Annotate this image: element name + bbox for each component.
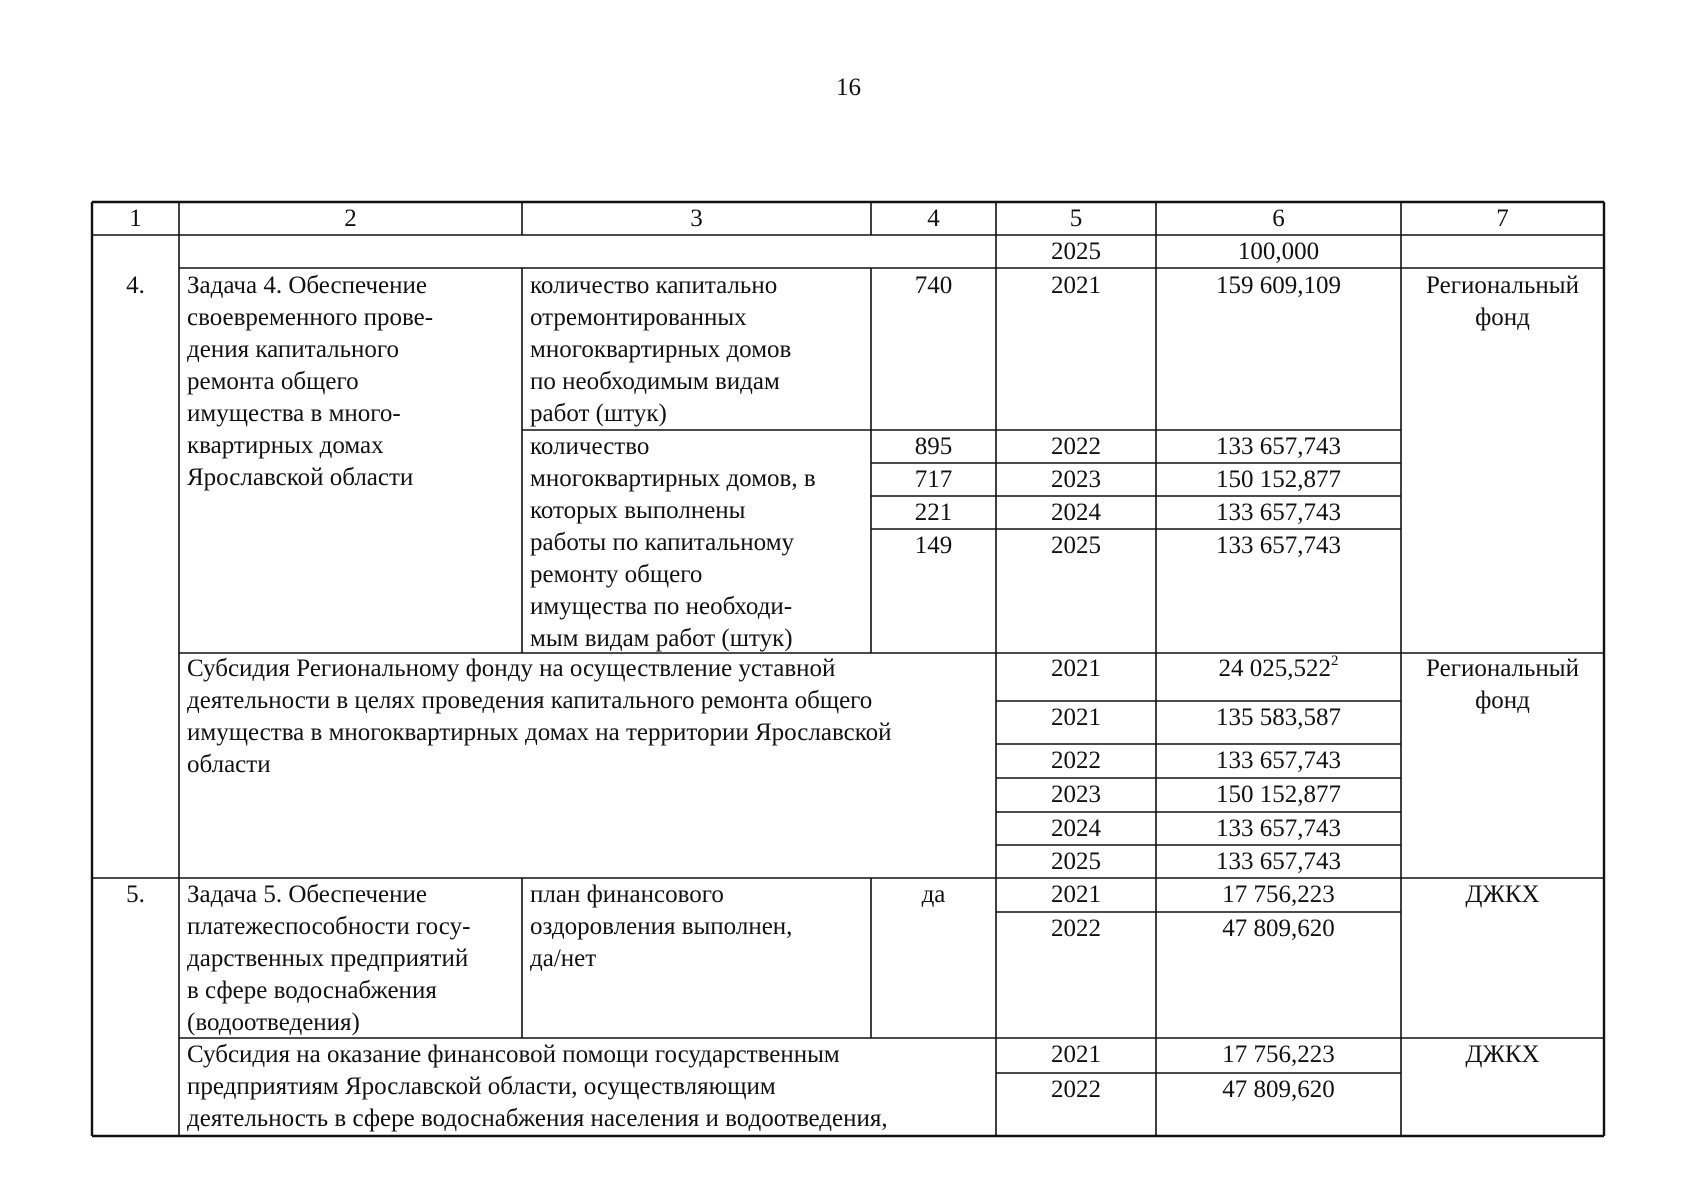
subsidy4-amount-2021-b: 135 583,587 [1216, 704, 1341, 731]
task4-indicator-2-year-2022: 2022 [1051, 433, 1101, 460]
subsidy5-amount-2021: 17 756,223 [1222, 1041, 1335, 1068]
subsidy4-year-2023: 2023 [1051, 781, 1101, 808]
task4-indicator-2-amount-2023: 150 152,877 [1216, 466, 1341, 493]
subsidy5-description: Субсидия на оказание финансовой помощи государственным предприятиям Ярославской области, осуществляющим деятельность в сфере водоснабжения населения и водоотведения, [187, 1041, 888, 1132]
task5-amount-2022: 47 809,620 [1222, 915, 1335, 942]
header-col-4: 4 [927, 205, 940, 232]
subsidy4-description: Субсидия Региональному фонду на осуществление уставной деятельности в целях проведения капитального ремонта общего имущества в многоквартирных домах на территории Ярославской области [187, 655, 892, 778]
subsidy4-amount-2022: 133 657,743 [1216, 747, 1341, 774]
task4-indicator-2-year-2023: 2023 [1051, 466, 1101, 493]
prev-amount: 100,000 [1237, 238, 1320, 265]
task4-indicator-2-value-2023: 717 [914, 466, 953, 493]
prev-year: 2025 [1051, 238, 1101, 265]
subsidy4-amount-2023: 150 152,877 [1216, 781, 1341, 808]
subsidy4-amount-2024: 133 657,743 [1216, 815, 1341, 842]
task5-indicator: план финансового оздоровления выполнен, да/нет [530, 881, 793, 972]
subsidy4-year-2022: 2022 [1051, 747, 1101, 774]
task5-title: Задача 5. Обеспечение платежеспособности госу- дарственных предприятий в сфере водоснабжения (водоотведения) [187, 881, 471, 1036]
footnote-mark: 2 [1331, 653, 1339, 669]
subsidy4-year-2021-a: 2021 [1051, 655, 1101, 682]
subsidy4-year-2025: 2025 [1051, 848, 1101, 875]
task4-indicator-2-amount-2022: 133 657,743 [1216, 433, 1341, 460]
subsidy5-year-2021: 2021 [1051, 1041, 1101, 1068]
subsidy4-year-2024: 2024 [1051, 815, 1101, 842]
task4-title: Задача 4. Обеспечение своевременного прове- дения капитального ремонта общего имущества в много- квартирных домах Ярославской области [187, 272, 434, 491]
header-col-2: 2 [344, 205, 357, 232]
task5-year-2021: 2021 [1051, 881, 1101, 908]
header-col-6: 6 [1272, 205, 1285, 232]
subsidy5-executor: ДЖКХ [1465, 1041, 1540, 1068]
page-number: 16 [836, 74, 861, 101]
task4-indicator-2-value-2025: 149 [914, 532, 953, 559]
subsidy5-amount-2022: 47 809,620 [1222, 1076, 1335, 1103]
task4-executor: Региональный фонд [1426, 272, 1579, 331]
task5-year-2022: 2022 [1051, 915, 1101, 942]
task5-executor: ДЖКХ [1465, 881, 1540, 908]
task4-indicator-1-value: 740 [914, 272, 953, 299]
task5-indicator-value: да [921, 881, 946, 908]
task4-indicator-2-value-2024: 221 [914, 499, 953, 526]
task5-amount-2021: 17 756,223 [1222, 881, 1335, 908]
subsidy4-year-2021-b: 2021 [1051, 704, 1101, 731]
task4-indicator-1: количество капитально отремонтированных многоквартирных домов по необходимым видам работ (штук) [530, 272, 792, 427]
header-col-1: 1 [129, 205, 142, 232]
subsidy5-year-2022: 2022 [1051, 1076, 1101, 1103]
task4-indicator-2-value-2022: 895 [914, 433, 953, 460]
task4-indicator-2-year-2025: 2025 [1051, 532, 1101, 559]
header-col-3: 3 [690, 205, 703, 232]
subsidy4-amount-value: 24 025,522 [1218, 655, 1331, 682]
task4-indicator-2: количество многоквартирных домов, в которых выполнены работы по капитальному ремонту общего имущества по необходи- мым видам работ (штук) [530, 433, 816, 652]
task4-indicator-2-year-2024: 2024 [1051, 499, 1101, 526]
subsidy4-executor: Региональный фонд [1426, 655, 1579, 714]
header-col-5: 5 [1069, 205, 1083, 232]
task5-number: 5. [126, 881, 145, 908]
task4-indicator-2-amount-2025: 133 657,743 [1216, 532, 1341, 559]
task4-indicator-2-amount-2024: 133 657,743 [1216, 499, 1341, 526]
subsidy4-amount-2021-a [1156, 653, 1401, 685]
task4-indicator-1-amount: 159 609,109 [1216, 272, 1341, 299]
task4-indicator-1-year: 2021 [1051, 272, 1101, 299]
header-col-7: 7 [1496, 205, 1509, 232]
task4-number: 4. [126, 272, 145, 299]
subsidy4-amount-2025: 133 657,743 [1216, 848, 1341, 875]
